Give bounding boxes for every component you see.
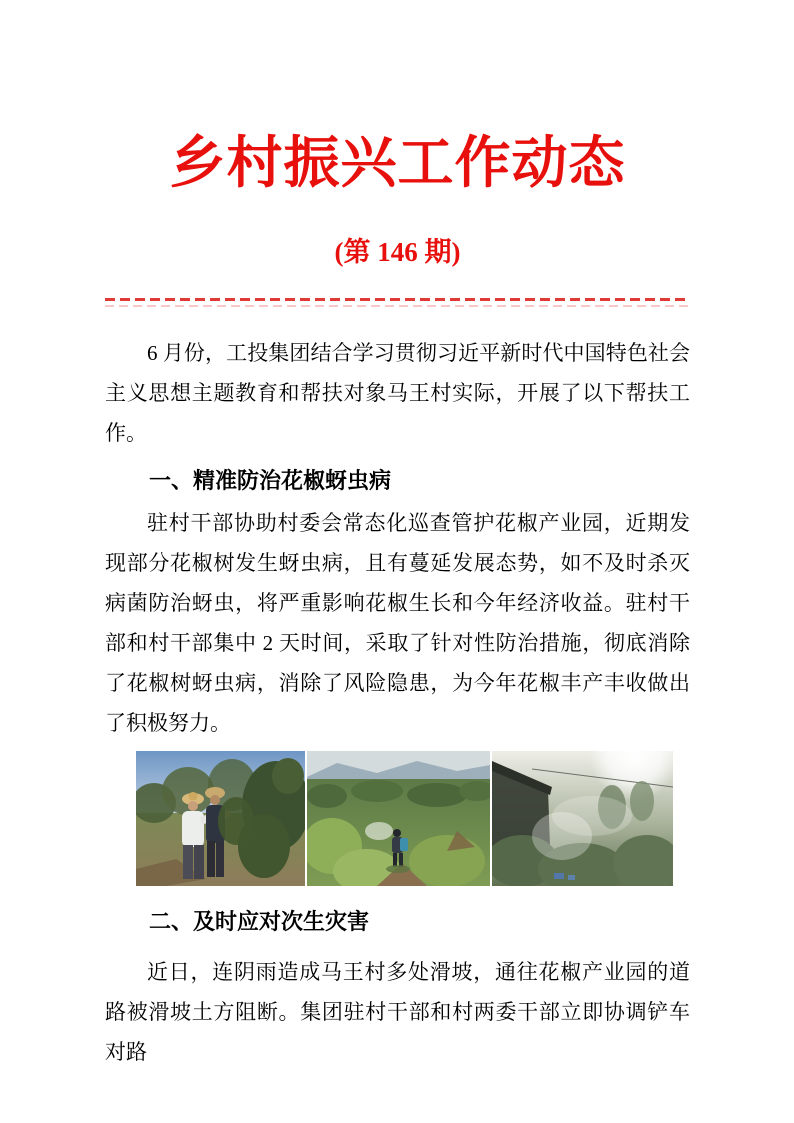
dashed-separator-main-line bbox=[105, 298, 690, 301]
section-1-heading: 一、精准防治花椒蚜虫病 bbox=[149, 467, 392, 493]
section-1-paragraph: 驻村干部协助村委会常态化巡查管护花椒产业园，近期发现部分花椒树发生蚜虫病，且有蔓延发展态势，如不及时杀灭病菌防治蚜虫，将严重影响花椒生长和今年经济收益。驻村干部和村干部集中 2 天时间，采取了针对性防治措施，彻底消除了花椒树蚜虫病，消除了风险隐患，为今年花椒丰产丰收做出了积极努力。 bbox=[105, 510, 690, 735]
photo-row bbox=[136, 751, 690, 886]
section-2-paragraph: 近日，连阴雨造成马王村多处滑坡，通往花椒产业园的道路被滑坡土方阻断。集团驻村干部和村两委干部立即协调铲车对路 bbox=[105, 959, 690, 1064]
photo-pesticide-mist-in-orchard bbox=[492, 751, 673, 886]
issue-number: (第 146 期) bbox=[334, 236, 461, 267]
document-title: 乡村振兴工作动态 bbox=[169, 133, 626, 195]
photo-cadres-inspecting-pepper-trees bbox=[136, 751, 305, 886]
intro-paragraph: 6 月份，工投集团结合学习贯彻习近平新时代中国特色社会主义思想主题教育和帮扶对象马王村实际，开展了以下帮扶工作。 bbox=[105, 340, 690, 445]
photo-spraying-in-pepper-field bbox=[307, 751, 490, 886]
section-2-heading: 二、及时应对次生灾害 bbox=[149, 908, 370, 934]
dashed-separator-faint-line bbox=[105, 305, 690, 307]
dashed-separator bbox=[105, 298, 690, 307]
